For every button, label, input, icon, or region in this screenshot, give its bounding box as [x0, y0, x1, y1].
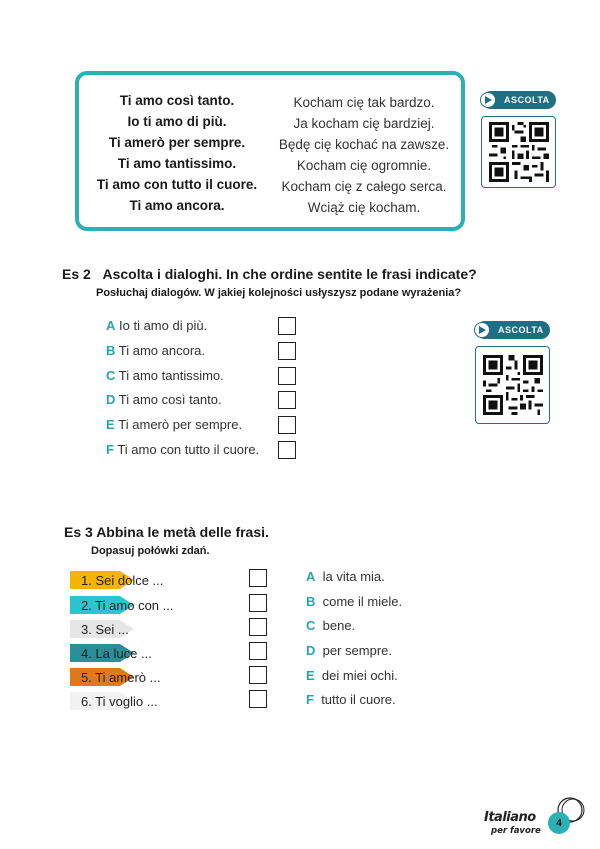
option-letter: D: [106, 392, 116, 407]
es3-right-item: [306, 643, 392, 658]
polish-phrase: Wciąż cię kocham.: [307, 200, 421, 215]
es3-left-item: [70, 692, 162, 710]
option-text: Ti amerò per sempre.: [118, 417, 243, 432]
es2-checkbox-d[interactable]: [278, 391, 296, 409]
polish-phrase: Będę cię kochać na zawsze.: [278, 137, 450, 152]
italian-phrase: Ti amo ancora.: [129, 198, 225, 213]
option-letter: E: [306, 668, 315, 683]
es3-left-text: 3. Sei ...: [81, 621, 129, 637]
play-icon: [474, 322, 490, 338]
option-letter: D: [306, 643, 316, 658]
es3-heading: [64, 524, 269, 540]
ascolta-label: ASCOLTA: [504, 95, 550, 105]
option-letter: E: [106, 417, 115, 432]
es3-left-item: [70, 668, 162, 686]
option-text: Ti amo ancora.: [118, 343, 206, 358]
es2-checkbox-c[interactable]: [278, 367, 296, 385]
option-letter: C: [306, 618, 316, 633]
es3-checkbox-2[interactable]: [249, 594, 267, 612]
es3-checkbox-1[interactable]: [249, 569, 267, 587]
polish-phrase: Kocham cię z całego serca.: [281, 179, 447, 194]
es2-checkbox-f[interactable]: [278, 441, 296, 459]
es3-left-text: 5. Ti amerò ...: [81, 669, 161, 685]
polish-phrase: Kocham cię tak bardzo.: [293, 95, 435, 110]
option-letter: B: [306, 594, 316, 609]
option-text: Ti amo con tutto il cuore.: [117, 442, 260, 457]
option-text: Io ti amo di più.: [119, 318, 208, 333]
es2-subtitle: Posłuchaj dialogów. W jakiej kolejności usłyszysz podane wyrażenia?: [96, 287, 462, 299]
play-icon: [480, 92, 496, 108]
es3-checkbox-4[interactable]: [249, 642, 267, 660]
es3-checkbox-6[interactable]: [249, 690, 267, 708]
es2-heading: [62, 266, 477, 282]
es2-checkbox-b[interactable]: [278, 342, 296, 360]
option-letter: C: [106, 368, 116, 383]
qr-code-icon[interactable]: [483, 355, 543, 415]
es3-right-item: [306, 618, 355, 633]
italian-phrase: Ti amerò per sempre.: [108, 135, 246, 150]
es3-left-item: [70, 644, 162, 662]
es2-title: Ascolta i dialoghi. In che ordine sentite le frasi indicate?: [102, 266, 477, 282]
polish-phrase: Ja kocham cię bardziej.: [293, 116, 435, 131]
es3-title: Abbina le metà delle frasi.: [96, 524, 269, 540]
es3-left-text: 4. La luce ...: [81, 645, 152, 661]
es2-number: Es 2: [62, 266, 91, 282]
option-text: dei miei ochi.: [321, 668, 398, 683]
italian-phrase: Io ti amo di più.: [127, 114, 227, 129]
option-letter: A: [106, 318, 116, 333]
es2-option: [106, 417, 242, 432]
italian-phrase: Ti amo con tutto il cuore.: [96, 177, 258, 192]
brand-name: Italiano: [484, 810, 536, 825]
es3-checkbox-5[interactable]: [249, 666, 267, 684]
es3-left-text: 6. Ti voglio ...: [81, 693, 158, 709]
qr-code-icon[interactable]: [489, 122, 549, 182]
es3-left-item: [70, 571, 162, 589]
option-text: Ti amo tantissimo.: [118, 368, 224, 383]
brand-tagline: per favore: [491, 826, 541, 836]
es2-option: [106, 343, 205, 358]
es2-checkbox-a[interactable]: [278, 317, 296, 335]
es3-left-text: 2. Ti amo con ...: [81, 597, 174, 613]
italian-phrase: Ti amo tantissimo.: [117, 156, 237, 171]
option-letter: B: [106, 343, 116, 358]
es2-option: [106, 318, 207, 333]
ascolta-label: ASCOLTA: [498, 325, 544, 335]
es2-option: [106, 368, 224, 383]
es2-checkbox-e[interactable]: [278, 416, 296, 434]
option-letter: F: [106, 442, 114, 457]
es3-right-item: [306, 692, 396, 707]
italian-phrase: Ti amo così tanto.: [119, 93, 235, 108]
option-text: per sempre.: [322, 643, 392, 658]
es3-right-item: [306, 594, 402, 609]
es2-option: [106, 392, 222, 407]
option-letter: F: [306, 692, 314, 707]
option-letter: A: [306, 569, 316, 584]
option-text: tutto il cuore.: [321, 692, 396, 707]
option-text: la vita mia.: [322, 569, 385, 584]
es3-number: Es 3: [64, 524, 93, 540]
brand-logo: [484, 796, 589, 844]
es3-subtitle: Dopasuj połówki zdań.: [91, 545, 210, 557]
qr-code-frame: [481, 116, 556, 188]
ascolta-button[interactable]: [482, 91, 556, 109]
option-text: bene.: [322, 618, 356, 633]
polish-phrase: Kocham cię ogromnie.: [296, 158, 432, 173]
es3-checkbox-3[interactable]: [249, 618, 267, 636]
option-text: Ti amo così tanto.: [118, 392, 222, 407]
ascolta-button[interactable]: [476, 321, 550, 339]
es3-left-item: [70, 620, 162, 638]
es3-right-item: [306, 569, 385, 584]
es3-right-item: [306, 668, 398, 683]
es3-left-item: [70, 596, 174, 614]
es3-left-text: 1. Sei dolce ...: [81, 572, 164, 588]
qr-code-frame: [475, 346, 550, 424]
page-number: 4: [548, 812, 570, 834]
option-text: come il miele.: [322, 594, 403, 609]
es2-option: [106, 442, 259, 457]
